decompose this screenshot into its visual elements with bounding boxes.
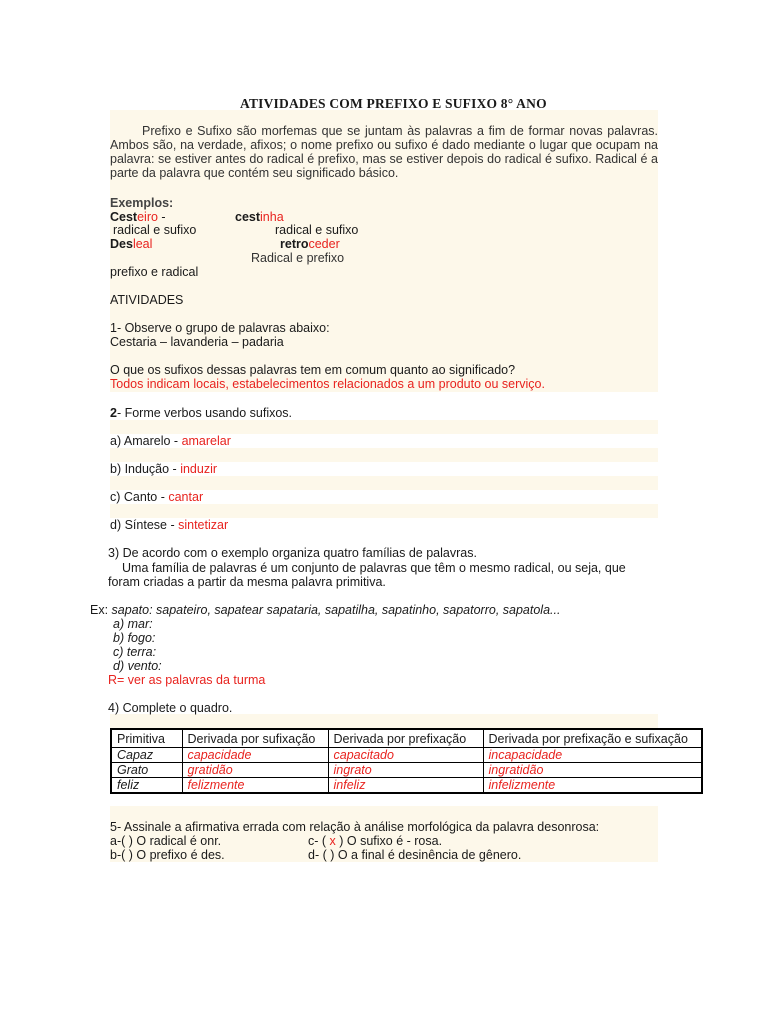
q5-prompt: 5- Assinale a afirmativa errada com relação à análise morfológica da palavra desonrosa: <box>110 820 600 834</box>
q5-option-b: b-( ) O prefixo é des. <box>110 848 225 862</box>
q3-example-label: Ex: <box>90 603 112 617</box>
q2-item-label: c) Canto - <box>110 490 169 504</box>
intro-text: Prefixo e Sufixo são morfemas que se juntam às palavras a fim de formar novas palavras. Ambos são, na verdade, afixos; o nome prefixo ou sufixo é dado mediante o lugar que ocupam na palavra: se estiver antes do radical é prefixo, mas se estiver depois do radical é sufixo. Radical é a parte da palavra que contém seu significado básico. <box>110 124 658 180</box>
table-cell-answer: felizmente <box>182 778 328 794</box>
table-cell-primitive: Grato <box>111 763 182 778</box>
table-header: Primitiva <box>111 729 182 748</box>
q1-answer: Todos indicam locais, estabelecimentos relacionados a um produto ou serviço. <box>110 377 545 391</box>
example-desleal <box>110 237 152 251</box>
highlight-q2-d <box>110 504 658 518</box>
example-label-2: radical e sufixo <box>275 223 359 237</box>
q2-item-label: a) Amarelo - <box>110 434 182 448</box>
table-cell-answer: capacidade <box>182 748 328 763</box>
q2-item <box>110 462 217 476</box>
q2-item-answer: amarelar <box>181 434 231 448</box>
example-root-red: leal <box>132 237 153 251</box>
q2-number: 2 <box>110 406 117 420</box>
q1-question: O que os sufixos dessas palavras tem em comum quanto ao significado? <box>110 363 516 377</box>
table-cell-answer: gratidão <box>182 763 328 778</box>
table-header: Derivada por prefixação <box>328 729 483 748</box>
example-root: cest <box>235 210 261 224</box>
intro-paragraph <box>110 124 658 180</box>
table-cell-primitive: feliz <box>111 778 182 794</box>
q5-option-a: a-( ) O radical é onr. <box>110 834 222 848</box>
page-title: ATIVIDADES COM PREFIXO E SUFIXO 8° ANO <box>240 96 547 111</box>
table-cell-answer: ingrato <box>328 763 483 778</box>
q2-prompt <box>110 406 292 420</box>
q2-prompt-text: - Forme verbos usando sufixos. <box>116 406 293 420</box>
example-label-1: radical e sufixo <box>113 223 197 237</box>
q5-option-c-open: c- ( <box>308 834 330 848</box>
table-cell-answer: infelizmente <box>483 778 702 794</box>
q2-item <box>110 434 231 448</box>
q3-prompt: 3) De acordo com o exemplo organiza quatro famílias de palavras. <box>108 546 477 560</box>
examples-heading: Exemplos: <box>110 196 174 210</box>
table-row <box>111 748 702 763</box>
table-header-row <box>111 729 702 748</box>
q2-item-answer: induzir <box>180 462 218 476</box>
example-label-4: prefixo e radical <box>110 265 199 279</box>
q1-prompt: 1- Observe o grupo de palavras abaixo: <box>110 321 330 335</box>
table-header: Derivada por sufixação <box>182 729 328 748</box>
q2-item-answer: sintetizar <box>178 518 229 532</box>
q3-example <box>90 603 560 617</box>
activities-heading: ATIVIDADES <box>110 293 184 307</box>
example-dash: - <box>157 210 166 224</box>
q3-item: c) terra: <box>113 645 157 659</box>
q4-prompt: 4) Complete o quadro. <box>108 701 233 715</box>
highlight-q2-c <box>110 476 658 490</box>
table-cell-answer: capacitado <box>328 748 483 763</box>
q2-item-label: d) Síntese - <box>110 518 179 532</box>
q3-item: d) vento: <box>113 659 162 673</box>
q5-option-d: d- ( ) O a final é desinência de gênero. <box>308 848 522 862</box>
table-cell-answer: ingratidão <box>483 763 702 778</box>
q5-option-c-text: ) O sufixo é - rosa. <box>335 834 443 848</box>
table-row <box>111 763 702 778</box>
q3-item: a) mar: <box>113 617 153 631</box>
q3-definition-2: foram criadas a partir da mesma palavra primitiva. <box>108 575 386 589</box>
table-row <box>111 778 702 794</box>
derivation-table <box>110 728 703 794</box>
table-cell-answer: incapacidade <box>483 748 702 763</box>
q5-option-c <box>308 834 442 848</box>
example-cestinha <box>235 210 284 224</box>
highlight-q2-a <box>110 420 658 434</box>
example-label-3: Radical e prefixo <box>251 251 345 265</box>
example-retroceder <box>280 237 340 251</box>
example-root-red: ceder <box>308 237 340 251</box>
example-cesteiro <box>110 210 166 224</box>
example-prefix: Des <box>110 237 133 251</box>
highlight-q4 <box>110 714 658 728</box>
highlight-q2-b <box>110 448 658 462</box>
q2-item-answer: cantar <box>168 490 204 504</box>
q3-definition-1: Uma família de palavras é um conjunto de palavras que têm o mesmo radical, ou seja, que <box>122 561 626 575</box>
example-prefix: retro <box>280 237 309 251</box>
q3-example-text: sapato: sapateiro, sapatear sapataria, sapatilha, sapatinho, sapatorro, sapatola... <box>111 603 561 617</box>
q2-item <box>110 490 203 504</box>
q2-item <box>110 518 228 532</box>
example-suffix: eiro <box>137 210 158 224</box>
q3-item: b) fogo: <box>113 631 156 645</box>
q3-answer: R= ver as palavras da turma <box>108 673 266 687</box>
table-cell-primitive: Capaz <box>111 748 182 763</box>
example-root: Cest <box>110 210 138 224</box>
q2-item-label: b) Indução - <box>110 462 181 476</box>
table-cell-answer: infeliz <box>328 778 483 794</box>
q5-selected-mark: x <box>329 834 336 848</box>
q1-words: Cestaria – lavanderia – padaria <box>110 335 284 349</box>
example-suffix: inha <box>260 210 284 224</box>
table-header: Derivada por prefixação e sufixação <box>483 729 702 748</box>
